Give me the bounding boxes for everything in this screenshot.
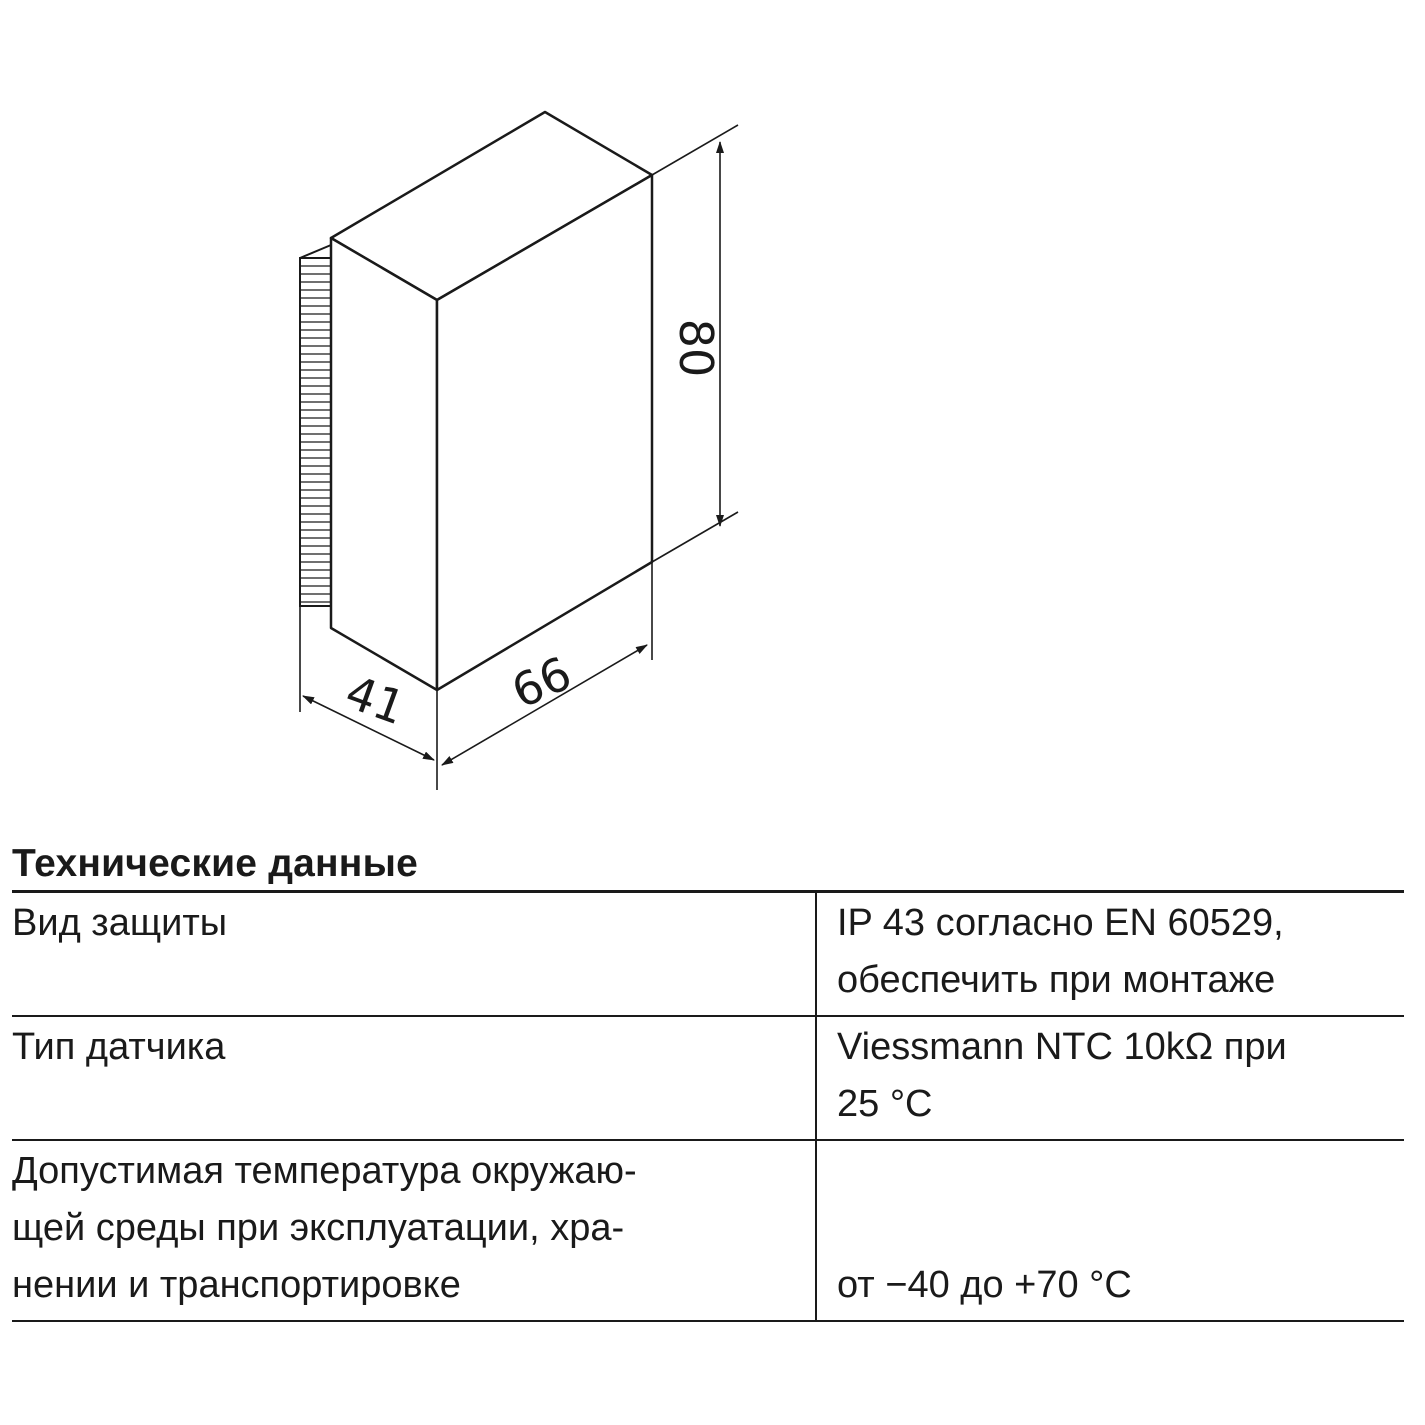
depth-dimension-label: 41 [338, 664, 413, 736]
row-label [12, 1016, 816, 1140]
table-row [12, 892, 1404, 1017]
value-line: 25 °C [837, 1083, 933, 1125]
label-line: нении и транспортировке [12, 1264, 461, 1306]
label-line: Тип датчика [12, 1026, 226, 1068]
wall-plate-ribs [300, 245, 331, 606]
table-row [12, 1016, 1404, 1140]
row-value [816, 892, 1404, 1017]
value-line: от −40 до +70 °C [837, 1264, 1132, 1306]
value-line: Viessmann NTC 10kΩ при [837, 1026, 1287, 1068]
row-value [816, 1016, 1404, 1140]
row-label [12, 892, 816, 1017]
row-value [816, 1140, 1404, 1321]
height-dimension-label: 80 [669, 318, 723, 378]
table-row [12, 1140, 1404, 1321]
housing-side-face [331, 238, 437, 690]
sensor-housing [331, 112, 652, 690]
value-line: IP 43 согласно EN 60529, [837, 902, 1284, 944]
label-line: щей среды при эксплуатации, хра- [12, 1207, 625, 1249]
width-dimension-label: 66 [503, 645, 580, 719]
row-label [12, 1140, 816, 1321]
tech-data-table [12, 890, 1404, 1322]
value-line: обеспечить при монтаже [837, 959, 1276, 1001]
section-title: Технические данные [12, 842, 418, 885]
label-line: Вид защиты [12, 902, 228, 944]
label-line: Допустимая температура окружаю- [12, 1150, 637, 1192]
